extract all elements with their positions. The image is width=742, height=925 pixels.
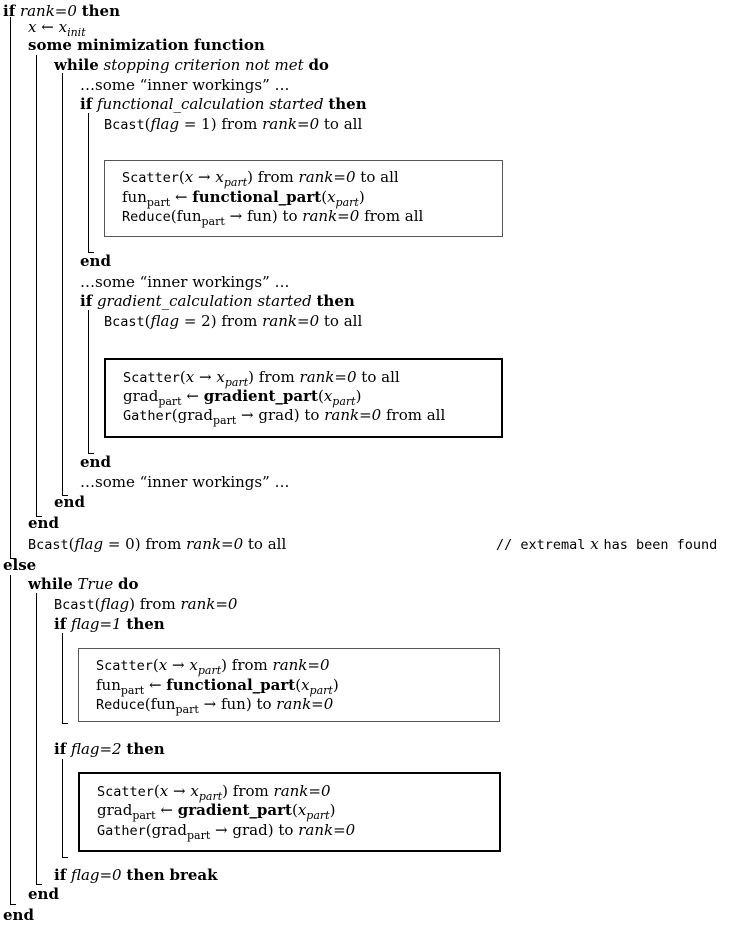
var-flag: flag	[74, 535, 104, 553]
word-to-all: to all	[247, 535, 287, 553]
func-bcast: Bcast	[104, 314, 145, 330]
ellipsis: …	[274, 273, 290, 291]
word-to-all: to all	[323, 115, 363, 133]
eq-0: = 0	[107, 535, 135, 553]
paren: (	[144, 312, 151, 330]
kw-end: end	[80, 453, 111, 471]
func-reduce: Reduce	[122, 209, 171, 225]
line-scatter-3	[96, 656, 330, 675]
subscript-part: part	[224, 376, 249, 389]
kw-then: then	[328, 95, 367, 113]
comment-prefix: // extremal	[496, 537, 586, 553]
block-bar-while	[62, 73, 63, 495]
line-bcast-flag1	[104, 115, 362, 134]
paren: (	[152, 656, 159, 674]
paren: )	[210, 312, 217, 330]
var-x: x	[216, 368, 225, 386]
word-from: from	[221, 312, 258, 330]
paren: (	[145, 821, 152, 839]
kw-end: end	[80, 252, 111, 270]
word-from: from	[257, 168, 294, 186]
word-to: to	[256, 695, 272, 713]
var-flag: flag	[100, 595, 130, 613]
line-scatter-1	[122, 168, 399, 187]
word-from: from	[145, 535, 182, 553]
word-from: from	[231, 656, 268, 674]
block-bar-if-flag2	[62, 759, 63, 857]
line-reduce-2	[96, 695, 333, 714]
var-true: True	[77, 575, 114, 593]
func-gradient-part: gradient_part	[177, 801, 292, 819]
var-rank0: rank=0	[186, 535, 244, 553]
word-to: to	[304, 406, 320, 424]
line-if-flag0-break	[54, 866, 218, 885]
line-end-while	[54, 493, 85, 512]
var-rank0: rank=0	[299, 368, 357, 386]
block-bar-if-gradient	[88, 310, 89, 453]
func-scatter: Scatter	[123, 370, 180, 386]
line-end-some-min	[28, 514, 59, 533]
block-bar-if-functional	[88, 113, 89, 252]
func-gather: Gather	[97, 823, 146, 839]
line-inner-2	[80, 273, 290, 292]
ellipsis: …	[80, 273, 95, 291]
map-arrow: →	[203, 695, 217, 713]
func-bcast: Bcast	[104, 117, 145, 133]
map-arrow: →	[215, 821, 228, 839]
var-rank0: rank=0	[262, 115, 320, 133]
kw-if: if	[54, 866, 67, 884]
line-gather-2	[97, 821, 355, 840]
block-bar-if-flag1	[62, 633, 63, 723]
line-while-stopping	[54, 56, 329, 75]
word-to: to	[278, 821, 294, 839]
assign-arrow: ←	[41, 18, 54, 36]
kw-end: end	[3, 906, 34, 924]
line-else	[3, 556, 36, 575]
line-end-gradient	[80, 453, 111, 472]
line-end-functional	[80, 252, 111, 271]
subscript-part: part	[201, 215, 225, 228]
paren: (	[178, 168, 185, 186]
line-bcast-flag	[54, 595, 237, 614]
paren: )	[271, 207, 278, 225]
subscript-part: part	[197, 664, 222, 677]
subscript-part: part	[146, 196, 171, 209]
subscript-init: init	[67, 26, 86, 39]
line-bcast-flag2	[104, 312, 362, 331]
eq-1: = 1	[183, 115, 211, 133]
ellipsis: …	[274, 473, 290, 491]
subscript-part: part	[132, 809, 156, 822]
eq-2: = 2	[183, 312, 211, 330]
paren: )	[221, 656, 227, 674]
paren: )	[210, 115, 217, 133]
var-flag: flag	[150, 312, 180, 330]
func-reduce: Reduce	[96, 697, 145, 713]
var-fun: fun	[122, 188, 147, 206]
var-x: x	[185, 368, 195, 386]
line-while-true	[28, 575, 139, 594]
subscript-part: part	[223, 176, 248, 189]
paren: (	[94, 595, 101, 613]
var-rank0: rank=0	[298, 821, 356, 839]
var-rank0: rank=0	[272, 656, 330, 674]
paren: (	[153, 782, 160, 800]
kw-end: end	[54, 493, 85, 511]
end-tick-if-flag1	[62, 723, 68, 724]
paren: (	[317, 387, 324, 405]
assign-arrow: ←	[174, 188, 188, 206]
paren: )	[129, 595, 135, 613]
func-bcast: Bcast	[54, 597, 95, 613]
subscript-part: part	[175, 703, 199, 716]
kw-if: if	[54, 615, 67, 633]
line-inner-3	[80, 473, 290, 492]
var-x: x	[297, 801, 307, 819]
comment-suffix: has been found	[603, 537, 718, 553]
var-flag2: flag=2	[70, 740, 122, 758]
paren: )	[245, 695, 252, 713]
var-rank0: rank=0	[19, 2, 77, 20]
kw-do: do	[118, 575, 139, 593]
var-rank0: rank=0	[262, 312, 320, 330]
var-grad: grad	[123, 387, 159, 405]
func-bcast: Bcast	[28, 537, 69, 553]
paren: )	[248, 368, 254, 386]
paren: (	[170, 207, 177, 225]
assign-arrow: ←	[186, 387, 199, 405]
subscript-part: part	[186, 829, 211, 842]
text-stopping: stopping criterion not met	[103, 56, 304, 74]
var-grad: grad	[97, 801, 133, 819]
block-bar-if-rank	[10, 17, 11, 558]
map-arrow: →	[241, 406, 254, 424]
line-bcast-flag0	[28, 535, 286, 554]
assign-arrow: ←	[160, 801, 173, 819]
paren: )	[355, 387, 362, 405]
paren: )	[134, 535, 141, 553]
var-x: x	[28, 18, 37, 36]
word-from-all: from all	[385, 406, 446, 424]
text-inner: some “inner workings”	[95, 76, 270, 94]
text-inner: some “inner workings”	[95, 273, 270, 291]
kw-then: then	[126, 866, 165, 884]
line-some-min	[28, 36, 265, 55]
subscript-part: part	[332, 395, 356, 408]
block-bar-while-true	[36, 593, 37, 884]
var-grad: grad	[151, 821, 187, 839]
line-if-functional	[80, 95, 367, 114]
kw-else: else	[3, 556, 37, 574]
paren: )	[332, 676, 339, 694]
func-scatter: Scatter	[97, 784, 154, 800]
line-fun-part-1	[122, 188, 365, 207]
var-rank0: rank=0	[180, 595, 238, 613]
var-rank0: rank=0	[273, 782, 331, 800]
line-reduce-1	[122, 207, 423, 226]
var-x: x	[158, 656, 168, 674]
paren: )	[222, 782, 228, 800]
word-to-all: to all	[361, 368, 400, 386]
kw-then: then	[316, 292, 355, 310]
var-rank0: rank=0	[298, 168, 356, 186]
kw-if: if	[80, 95, 93, 113]
map-arrow: →	[198, 168, 211, 186]
var-x: x	[159, 782, 169, 800]
text-some-min: some minimization function	[28, 36, 265, 54]
var-flag0: flag=0	[70, 866, 122, 884]
map-arrow: →	[229, 207, 243, 225]
func-scatter: Scatter	[96, 658, 153, 674]
line-end-final	[3, 906, 34, 925]
paren: )	[267, 821, 274, 839]
kw-while: while	[54, 56, 99, 74]
ellipsis: …	[274, 76, 290, 94]
end-tick-if-flag2	[62, 857, 68, 858]
subscript-part: part	[158, 395, 182, 408]
subscript-part: part	[335, 196, 359, 209]
paren: (	[171, 406, 178, 424]
line-if-gradient	[80, 292, 355, 311]
word-from: from	[139, 595, 176, 613]
var-x: x	[327, 188, 336, 206]
paren: )	[329, 801, 336, 819]
line-gather-1	[123, 406, 445, 425]
var-rank0: rank=0	[302, 207, 360, 225]
paren: (	[144, 115, 151, 133]
var-rank0: rank=0	[276, 695, 334, 713]
word-from: from	[258, 368, 295, 386]
kw-then: then	[81, 2, 120, 20]
line-x-init	[28, 18, 86, 37]
word-from: from	[232, 782, 269, 800]
kw-end: end	[28, 885, 59, 903]
var-flag1: flag=1	[70, 615, 122, 633]
func-gradient-part: gradient_part	[203, 387, 318, 405]
line-if-flag1	[54, 615, 165, 634]
var-x: x	[301, 676, 310, 694]
var-x: x	[323, 387, 333, 405]
ellipsis: …	[80, 76, 95, 94]
var-x: x	[190, 782, 199, 800]
paren: (	[179, 368, 186, 386]
kw-break: break	[169, 866, 218, 884]
word-to: to	[282, 207, 298, 225]
var-x: x	[215, 168, 224, 186]
kw-if: if	[80, 292, 93, 310]
paren: (	[321, 188, 328, 206]
kw-then: then	[126, 615, 165, 633]
ellipsis: …	[80, 473, 95, 491]
paren: )	[247, 168, 253, 186]
subscript-part: part	[212, 414, 237, 427]
word-from: from	[221, 115, 258, 133]
paren: )	[358, 188, 365, 206]
paren: (	[144, 695, 151, 713]
var-fun: fun	[96, 676, 121, 694]
var-x: x	[184, 168, 194, 186]
text-functional-calc: functional_calculation started	[96, 95, 324, 113]
paren: (	[68, 535, 75, 553]
line-grad-part-1	[123, 387, 361, 406]
word-to-all: to all	[360, 168, 399, 186]
func-functional-part: functional_part	[192, 188, 322, 206]
word-to-all: to all	[323, 312, 363, 330]
map-arrow: →	[173, 782, 186, 800]
subscript-part: part	[306, 809, 330, 822]
var-grad: grad	[232, 821, 268, 839]
kw-while: while	[28, 575, 73, 593]
line-scatter-4	[97, 782, 331, 801]
map-arrow: →	[199, 368, 212, 386]
kw-if: if	[54, 740, 67, 758]
text-gradient-calc: gradient_calculation started	[96, 292, 312, 310]
var-fun: fun	[176, 207, 202, 225]
var-grad: grad	[258, 406, 294, 424]
func-functional-part: functional_part	[166, 676, 296, 694]
var-fun: fun	[246, 207, 272, 225]
word-from-all: from all	[364, 207, 424, 225]
map-arrow: →	[172, 656, 185, 674]
func-gather: Gather	[123, 408, 172, 424]
var-x: x	[189, 656, 198, 674]
end-tick-final	[10, 904, 16, 905]
text-inner: some “inner workings”	[95, 473, 270, 491]
subscript-part: part	[198, 790, 223, 803]
kw-do: do	[308, 56, 329, 74]
subscript-part: part	[309, 684, 333, 697]
block-bar-else	[10, 575, 11, 904]
kw-end: end	[28, 514, 59, 532]
var-fun: fun	[220, 695, 246, 713]
line-grad-part-2	[97, 801, 335, 820]
var-fun: fun	[150, 695, 176, 713]
assign-arrow: ←	[148, 676, 162, 694]
var-rank0: rank=0	[324, 406, 382, 424]
paren: )	[293, 406, 300, 424]
var-grad: grad	[177, 406, 213, 424]
kw-if: if	[3, 2, 16, 20]
var-flag: flag	[150, 115, 180, 133]
comment-extremal	[496, 535, 717, 554]
block-bar-some-min	[36, 55, 37, 516]
subscript-part: part	[120, 684, 145, 697]
line-fun-part-2	[96, 676, 339, 695]
paren: (	[291, 801, 298, 819]
var-x: x	[58, 18, 68, 36]
var-x: x	[590, 535, 599, 553]
line-if-flag2	[54, 740, 165, 759]
paren: (	[295, 676, 302, 694]
func-scatter: Scatter	[122, 170, 179, 186]
kw-then: then	[126, 740, 165, 758]
line-scatter-2	[123, 368, 400, 387]
line-inner-1	[80, 76, 290, 95]
line-end-while-true	[28, 885, 59, 904]
